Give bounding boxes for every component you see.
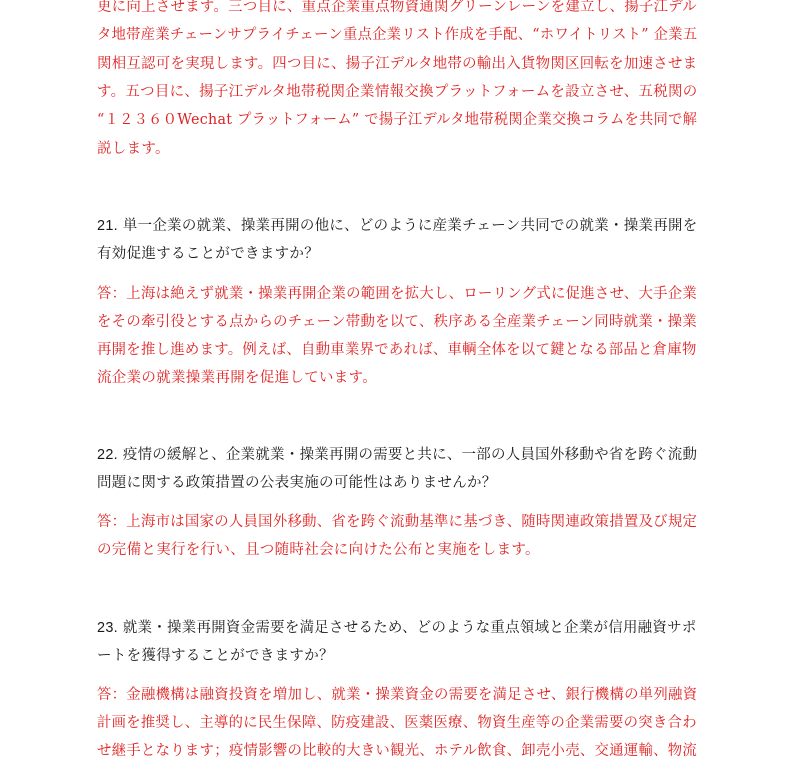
question-line: ートを獲得することができますか？ <box>97 648 334 664</box>
answer-line: 答：上海市は国家の人員国外移動、省を跨ぐ流動基準に基づき、随時関連政策措置及び規定 <box>97 514 698 530</box>
answer-line: 答：金融機構は融資投資を増加し、就業・操業資金の需要を満足させ、銀行機構の単列融資 <box>97 687 698 703</box>
answer-line: “１２３６０Wechat プラットフォーム” で揚子江デルタ地帯税関企業交換コラムを共同で解 <box>97 112 698 128</box>
answer-line: 更に向上させます。三つ目に、重点企業重点物資通関グリーンレーンを建立し、揚子江デル <box>97 0 697 15</box>
question-line: 有効促進することができますか？ <box>97 246 319 262</box>
question-22 <box>97 445 697 465</box>
answer-line: 計画を推奨し、主導的に民生保障、防疫建設、医薬医療、物資生産等の企業需要の突き合わ <box>97 715 697 731</box>
question-text: 疫情の緩解と、企業就業・操業再開の需要と共に、一部の人員国外移動や省を跨ぐ流動 <box>122 447 698 463</box>
question-text: 就業・操業再開資金需要を満足させるため、どのような重点領域と企業が信用融資サポ <box>122 620 697 636</box>
question-23 <box>97 618 697 638</box>
question-number: 23. <box>97 620 118 636</box>
answer-line: 再開を推し進めます。例えば、自動車業界であれば、車輌全体を以て鍵となる部品と倉庫物 <box>97 342 697 358</box>
answer-line: 答：上海は絶えず就業・操業再開企業の範囲を拡大し、ローリング式に促進させ、大手企業 <box>97 286 698 302</box>
answer-line: 流企業の就業操業再開を促進しています。 <box>97 370 378 386</box>
answer-line: 関相互認可を実現します。四つ目に、揚子江デルタ地帯の輸出入貨物関区回転を加速させま <box>97 56 698 72</box>
question-text: 単一企業の就業、操業再開の他に、どのように産業チェーン共同での就業・操業再開を <box>122 218 698 234</box>
answer-line: す。五つ目に、揚子江デルタ地帯税関企業情報交換プラットフォームを設立させ、五税関の <box>97 84 698 100</box>
question-number: 22. <box>97 447 118 463</box>
answer-line: タ地帯産業チェーンサプライチェーン重点企業リスト作成を手配、“ホワイトリスト” 企業五 <box>97 27 698 43</box>
answer-line: の完備と実行を行い、且つ随時社会に向けた公布と実施をします。 <box>97 542 540 558</box>
answer-line: をその牽引役とする点からのチェーン帯動を以て、秩序ある全産業チェーン同時就業・操業 <box>97 314 698 330</box>
question-number: 21. <box>97 218 118 234</box>
question-line: 問題に関する政策措置の公表実施の可能性はありませんか？ <box>97 475 497 491</box>
answer-line: 説します。 <box>97 141 170 157</box>
answer-line: せ継手となります；疫情影響の比較的大きい観光、ホテル飲食、卸売小売、交通運輸、物流 <box>97 743 698 759</box>
question-21 <box>97 216 697 236</box>
